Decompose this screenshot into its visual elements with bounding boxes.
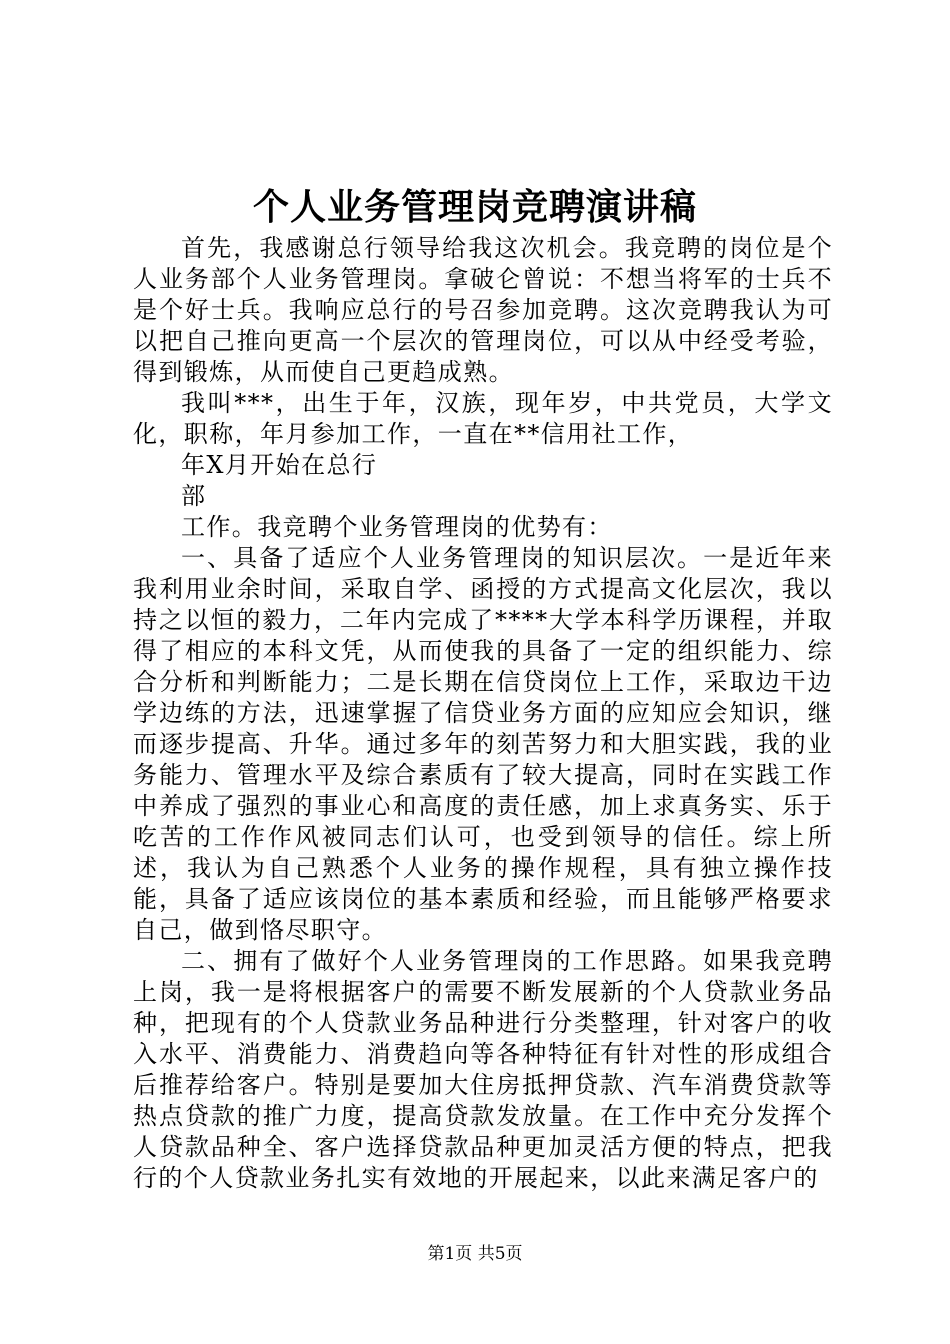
- page-number-footer: 第1页 共5页: [427, 1244, 523, 1264]
- document-title: 个人业务管理岗竞聘演讲稿: [252, 186, 697, 228]
- paragraph-start-date: 年X月开始在总行: [181, 451, 378, 479]
- paragraph-department: 部: [181, 482, 207, 510]
- paragraph-advantage-one: 一、具备了适应个人业务管理岗的知识层次。一是近年来我利用业余时间，采取自学、函授的方式提高文化层次，我以持之以恒的毅力，二年内完成了****大学本科学历课程，并取得了相应的本科文凭，从而使我的具备了一定的组织能力、综合分析和判断能力；二是长期在信贷岗位上工作，采取边干边学边练的方法，迅速掌握了信贷业务方面的应知应会知识，继而逐步提高、升华。通过多年的刻苦努力和大胆实践，我的业务能力、管理水平及综合素质有了较大提高，同时在实践工作中养成了强烈的事业心和高度的责任感，加上求真务实、乐于吃苦的工作作风被同志们认可，也受到领导的信任。综上所述，我认为自己熟悉个人业务的操作规程，具有独立操作技能，具备了适应该岗位的基本素质和经验，而且能够严格要求自己，做到恪尽职守。: [133, 544, 833, 944]
- paragraph-intro: 首先，我感谢总行领导给我这次机会。我竞聘的岗位是个人业务部个人业务管理岗。拿破仑曾说：不想当将军的士兵不是个好士兵。我响应总行的号召参加竞聘。这次竞聘我认为可以把自己推向更高一个层次的管理岗位，可以从中经受考验，得到锻炼，从而使自己更趋成熟。: [133, 234, 833, 386]
- document-body: [133, 233, 833, 1194]
- paragraph-advantage-two: 二、拥有了做好个人业务管理岗的工作思路。如果我竞聘上岗，我一是将根据客户的需要不断发展新的个人贷款业务品种，把现有的个人贷款业务品种进行分类整理，针对客户的收入水平、消费能力、消费趋向等各种特征有针对性的形成组合后推荐给客户。特别是要加大住房抵押贷款、汽车消费贷款等热点贷款的推广力度，提高贷款发放量。在工作中充分发挥个人贷款品种全、客户选择贷款品种更加灵活方便的特点，把我行的个人贷款业务扎实有效地的开展起来，以此来满足客户的: [133, 947, 833, 1192]
- paragraph-self-introduction: 我叫***，出生于年，汉族，现年岁，中共党员，大学文化，职称，年月参加工作，一直在**信用社工作，: [133, 389, 833, 448]
- paragraph-advantages-lead: 工作。我竞聘个业务管理岗的优势有：: [181, 513, 613, 541]
